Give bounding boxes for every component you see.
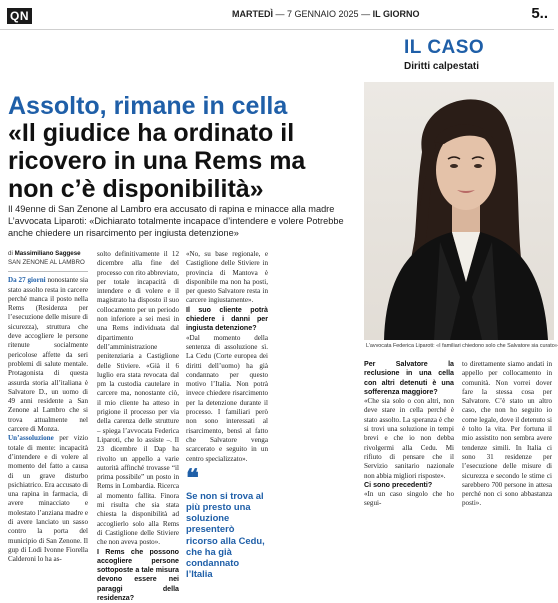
paragraph-text: «In un caso singolo che ho segui-	[364, 490, 454, 509]
paragraph-text: per vizio totale di mente: incapacità d’intendere e di volere al momento del fatto a causa di un grave disturbo psichiatrico. Era accusato di una rapina in farmacia, di avere minacciato e molestato l’anziana madre e di avere lanciato un sasso contro la porta del municipio di San Zenone. Il gup di Lodi Ivonne Fiorella Calderoni lo ha as-	[8, 434, 88, 563]
interview-question: Per Salvatore la reclusione in una cella con altri detenuti è una sofferenza maggiore?	[364, 360, 454, 397]
section-subtitle: Diritti calpestati	[404, 61, 484, 72]
paragraph	[8, 434, 88, 564]
dateline-sep: —	[361, 9, 370, 19]
paragraph	[8, 276, 88, 434]
quote-icon: ❝	[186, 470, 268, 488]
article-column-3	[186, 250, 268, 579]
article-column-6	[462, 360, 552, 509]
portrait-illustration	[364, 82, 554, 340]
section-title: IL CASO	[404, 38, 484, 57]
byline-divider	[8, 271, 88, 272]
paragraph-text: «Dal momento della sentenza di assoluzione sì. La Cedu (Corte europea dei diritti dell’uomo) ha già condannato per questo motivo l’Italia. Non potrà invece chiedere risarcimento per la detenzione durante il processo. I familiari però non sono interessati al risarcimento, bensì al fatto che Salvatore venga scarcerato e seguito in un centro specializzato».	[186, 334, 268, 464]
page-header	[0, 0, 554, 30]
dateline	[232, 9, 419, 19]
newspaper-name: IL GIORNO	[373, 9, 420, 19]
headline-main: «Il giudice ha ordinato il ricovero in una Rems ma non c’è disponibilità»	[8, 119, 358, 203]
paragraph-text: to direttamente siamo andati in appello per collocamento in comunità. Non vorrei dover fare la stessa cosa per Salvatore. C’è stato un altro caso, che non ho seguito io come legale, dove il detenuto si è tolto la vita. Per fortuna il mio assistito non sembra avere tendenze simili. In Italia ci sono 31 residenze per l’esecuzione delle misure di sicurezza e secondo le stime ci sarebbero 700 persone in attesa perché non ci sono abbastanza posti».	[462, 360, 552, 509]
date: 7 GENNAIO 2025	[287, 9, 359, 19]
article-column-2	[97, 250, 179, 603]
headline-kicker: Assolto, rimane in cella	[8, 93, 287, 119]
byline-prefix: di	[8, 250, 13, 257]
photo-caption: L’avvocata Federica Liparoti: «I familiari chiedono solo che Salvatore sia curato»	[366, 343, 554, 349]
paragraph-text: solto definitivamente il 12 dicembre alla fine del processo con rito abbreviato, per totale incapacità di intendere e di volere e il magistrato ha disposto il suo collocamento per un periodo non inferiore a sei mesi in una Rems individuata dal dipartimento dell’amministrazione penitenziaria a Castiglione delle Stiviere. «Già il 6 luglio era stata revocata dal pm la custodia cautelare in carcere ma, nonostante ciò, il mio cliente ha atteso in prigione il processo per via della carenza delle strutture – spiega l’avvocata Federica Liparoti, che lo assiste –. Il 23 dicembre il Dap ha rivolto un appello a varie autorità affinché trovasse “il prima possibile” un posto in Rems in Lombardia. Ricerca al momento fallita. Finora mi risulta che sia stata chiesta la disponibilità ad accoglierlo solo alla Rems di Castiglione delle Stiviere che non aveva posto».	[97, 250, 179, 548]
article-column-5	[364, 360, 454, 509]
paragraph-text: nonostante sia stato assolto resta in carcere perché manca il posto nella Rems (Residenza per l’esecuzione delle misure di sicurezza), struttura che deve accogliere le persone ritenute socialmente pericolose affette da seri problemi di salute mentale. Protagonista di questa assurda storia all’italiana è Salvatore D., un uomo di 49 anni residente a San Zenone al Lambro che si trova attualmente nel carcere di Monza.	[8, 276, 88, 433]
subheadline: Il 49enne di San Zenone al Lambro era accusato di rapina e minacce alla madre L’avvocata Liparoti: «Dichiarato totalmente incapace d’intendere e volere Potrebbe anche chiedere un risarcimento per ingiusta detenzione»	[8, 203, 368, 239]
newspaper-logo: QN	[7, 8, 32, 24]
article-column-1	[8, 250, 88, 565]
pull-quote: Se non si trova al più presto una soluzione presenterò ricorso alla Cedu, che ha già condannato l’Italia	[186, 490, 268, 580]
interview-question: I Rems che possono accogliere persone sottoposte a tale misura devono essere nei paraggi della residenza?	[97, 548, 179, 603]
lead-in: Un’assoluzione	[8, 434, 54, 442]
author-name: Massimiliano Saggese	[15, 250, 81, 257]
interview-question: Ci sono precedenti?	[364, 481, 454, 490]
page-number: 5..	[531, 5, 548, 22]
byline-place: SAN ZENONE AL LAMBRO	[8, 258, 88, 267]
weekday: MARTEDÌ	[232, 9, 273, 19]
lead-in: Da 27 giorni	[8, 276, 46, 284]
paragraph-text: «Che sia solo o con altri, non deve stare in cella perché è stato assolto. La speranza è che si trovi una soluzione in tempi brevi e che io non debba rivolgermi alla Cedu. Mi rifiuto di pensare che il Servizio sanitario nazionale non abbia migliori risposte».	[364, 397, 454, 481]
byline	[8, 250, 88, 258]
interview-question: Il suo cliente potrà chiedere i danni per ingiusta detenzione?	[186, 306, 268, 334]
paragraph-text: «No, su base regionale, e Castiglione delle Stiviere in provincia di Mantova è disponibile ma non ha posti, per questo Salvatore resta in carcere ingiustamente».	[186, 250, 268, 306]
section-label	[404, 38, 484, 72]
dateline-sep: —	[276, 9, 285, 19]
lawyer-photo	[364, 82, 554, 340]
